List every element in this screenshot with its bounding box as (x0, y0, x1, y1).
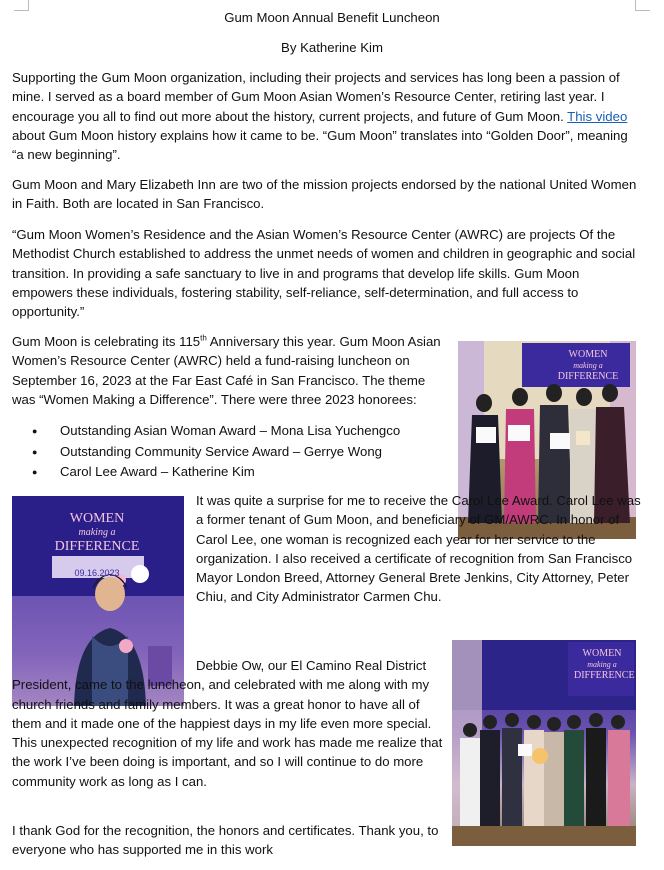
intro-paragraph: Supporting the Gum Moon organization, including their projects and services has long been a passion of mine. I served as a board member of Gum Moon Asian Women’s Resource Center, retiring last year. I encourage you all to find out more about the history, current projects, and future of Gum Moon. This video about Gum Moon history explains how it came to be. “Gum Moon” translates into “Golden Door”, meaning “a new beginning”. (12, 70, 628, 163)
group-photo (452, 640, 636, 846)
group-banner-text: WOMEN making a DIFFERENCE (574, 648, 635, 681)
anniversary-paragraph: Gum Moon is celebrating its 115th Anniversary this year. Gum Moon Asian Women’s Resource Center (AWRC) held a fund-raising luncheon on September 16, 2023 at the Far East Café in San Francisco. The theme was “Women Making a Difference”. There were three 2023 honorees: (12, 333, 441, 407)
byline: By Katherine Kim (281, 40, 383, 55)
missions-paragraph: Gum Moon and Mary Elizabeth Inn are two of the mission projects endorsed by the national United Women in Faith. Both are located in San Francisco. (12, 177, 637, 212)
list-item: ● Outstanding Asian Woman Award – Mona Lisa Yuchengco (28, 421, 400, 442)
honorees-list (28, 421, 400, 483)
list-item: ● Carol Lee Award – Katherine Kim (28, 462, 400, 483)
list-item: ● Outstanding Community Service Award – Gerrye Wong (28, 442, 400, 463)
document-title: Gum Moon Annual Benefit Luncheon (224, 10, 440, 25)
banner-text: WOMEN making a DIFFERENCE (557, 349, 619, 382)
carol-lee-paragraph: It was quite a surprise for me to receive the Carol Lee Award. Carol Lee was a former tenant of Gum Moon, and beneficiary of GM/AWRC. In honor of Carol Lee, one woman is recognized each year for her service to the organization. I also received a certificate of recognition from San Francisco Mayor London Breed, Attorney General Brete Jenkins, City Attorney, Peter Chiu, and City Administrator Carmen Chu. (196, 493, 641, 605)
closing-paragraph: I thank God for the recognition, the honors and certificates. Thank you, to everyone who has supported me in this work (12, 823, 439, 858)
debbie-paragraph: Debbie Ow, our El Camino Real District President, came to the luncheon, and celebrated with me along with my church friends and family members. It was a great honor to have all of them and it made one of the happiest days in my life even more special. This unexpected recognition of my life and work has made me realize that the work I’ve been doing is important, and so I will continue to do more community work as long as I can. (12, 658, 443, 789)
portrait-banner-text: WOMEN making a DIFFERENCE 09.16.2023 (54, 511, 140, 578)
quote-paragraph: “Gum Moon Women’s Residence and the Asian Women’s Resource Center (AWRC) are projects Of the Methodist Church established to address the unmet needs of women and children in geographic and social transition. In providing a safe sanctuary to live in and programs that develop life skills. Gum Moon empowers these individuals, fostering stability, self-reliance, self-determination, and full access to opportunity.” (12, 227, 636, 320)
history-video-link[interactable]: This video (567, 108, 628, 124)
